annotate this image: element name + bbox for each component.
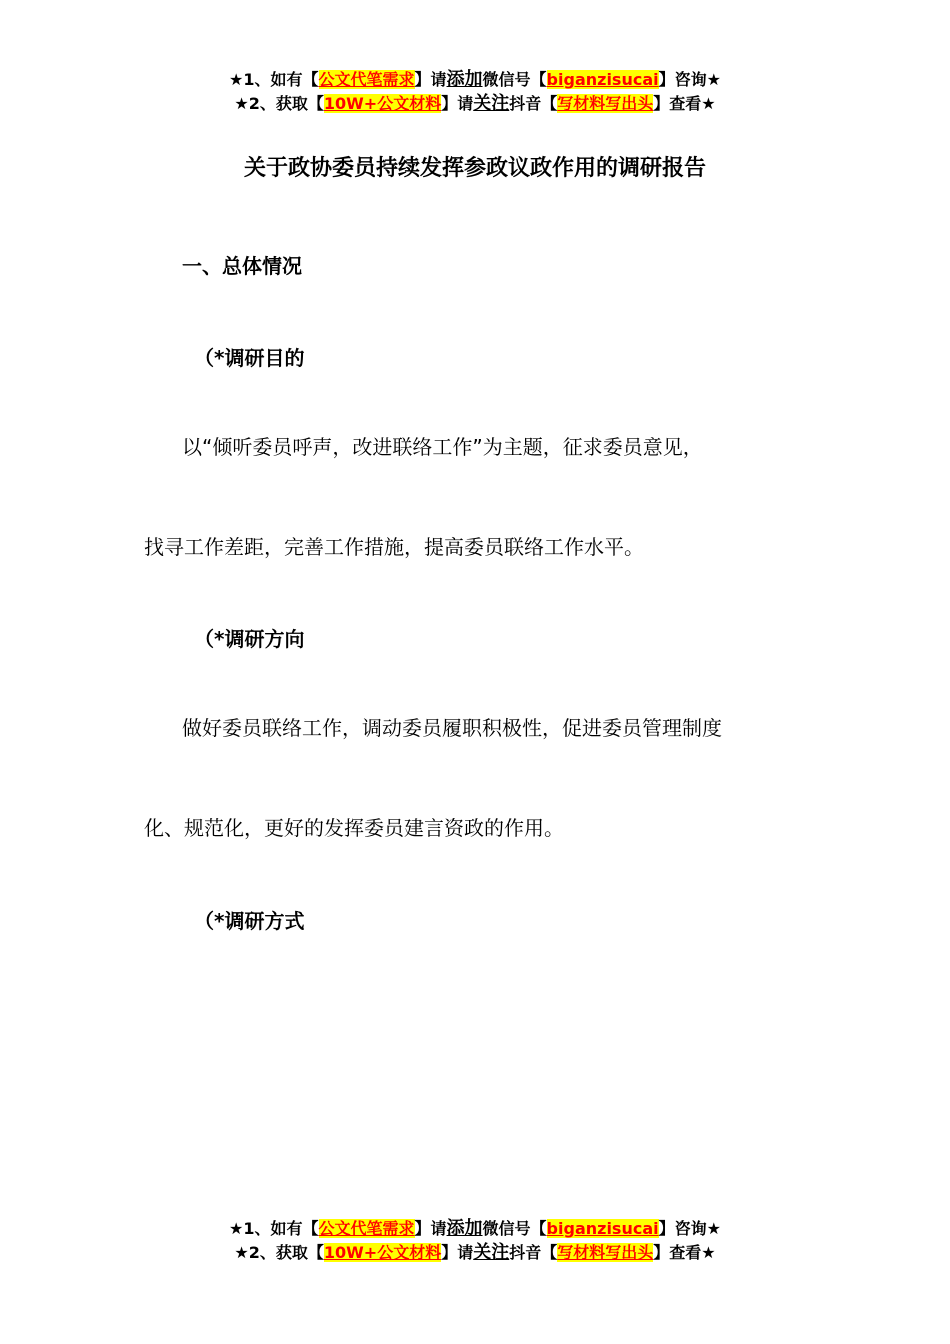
banner-text: 微信号【 <box>482 1219 547 1238</box>
paragraph-line: 做好委员联络工作，调动委员履职积极性，促进委员管理制度 <box>182 716 722 740</box>
banner-highlight: 写材料写出头 <box>557 1243 654 1262</box>
paragraph-line: 化、规范化，更好的发挥委员建言资政的作用。 <box>144 816 564 840</box>
banner-emphasis: 添加 <box>446 1218 483 1239</box>
banner-text: 】请 <box>414 1219 447 1238</box>
banner-text: 抖音【 <box>509 94 558 113</box>
banner-highlight: biganzisucai <box>546 1219 659 1238</box>
banner-emphasis: 关注 <box>473 93 510 114</box>
banner-text: 】请 <box>441 94 474 113</box>
banner-text: 】请 <box>441 1243 474 1262</box>
banner-emphasis: 添加 <box>446 69 483 90</box>
banner-text: 微信号【 <box>482 70 547 89</box>
banner-highlight: 10W+公文材料 <box>323 94 442 113</box>
banner-line-2 <box>0 92 950 116</box>
banner-emphasis: 关注 <box>473 1242 510 1263</box>
paragraph-line: 找寻工作差距，完善工作措施，提高委员联络工作水平。 <box>144 535 644 559</box>
banner-text: ★1、如有【 <box>229 70 319 89</box>
banner-text: 】查看★ <box>653 1243 716 1262</box>
banner-text: 】咨询★ <box>658 70 721 89</box>
banner-highlight: biganzisucai <box>546 70 659 89</box>
banner-text: ★1、如有【 <box>229 1219 319 1238</box>
subsection-heading: （*调研目的 <box>194 346 305 370</box>
paragraph <box>144 713 804 913</box>
banner-text: 】请 <box>414 70 447 89</box>
banner-highlight: 10W+公文材料 <box>323 1243 442 1262</box>
banner-text: ★2、获取【 <box>234 1243 324 1262</box>
header-banner <box>0 68 950 116</box>
banner-text: ★2、获取【 <box>234 94 324 113</box>
banner-line-1 <box>0 1217 950 1241</box>
paragraph <box>144 432 804 632</box>
banner-highlight: 写材料写出头 <box>557 94 654 113</box>
footer-banner <box>0 1217 950 1265</box>
banner-highlight: 公文代笔需求 <box>318 70 415 89</box>
section-heading: 一、总体情况 <box>182 254 302 278</box>
subsection-heading: （*调研方式 <box>194 909 305 933</box>
banner-line-2 <box>0 1241 950 1265</box>
subsection-heading: （*调研方向 <box>194 627 305 651</box>
banner-text: 】查看★ <box>653 94 716 113</box>
document-title: 关于政协委员持续发挥参政议政作用的调研报告 <box>243 156 706 181</box>
banner-highlight: 公文代笔需求 <box>318 1219 415 1238</box>
banner-line-1 <box>0 68 950 92</box>
banner-text: 】咨询★ <box>658 1219 721 1238</box>
banner-text: 抖音【 <box>509 1243 558 1262</box>
paragraph-line: 以“倾听委员呼声，改进联络工作”为主题，征求委员意见， <box>182 435 703 459</box>
